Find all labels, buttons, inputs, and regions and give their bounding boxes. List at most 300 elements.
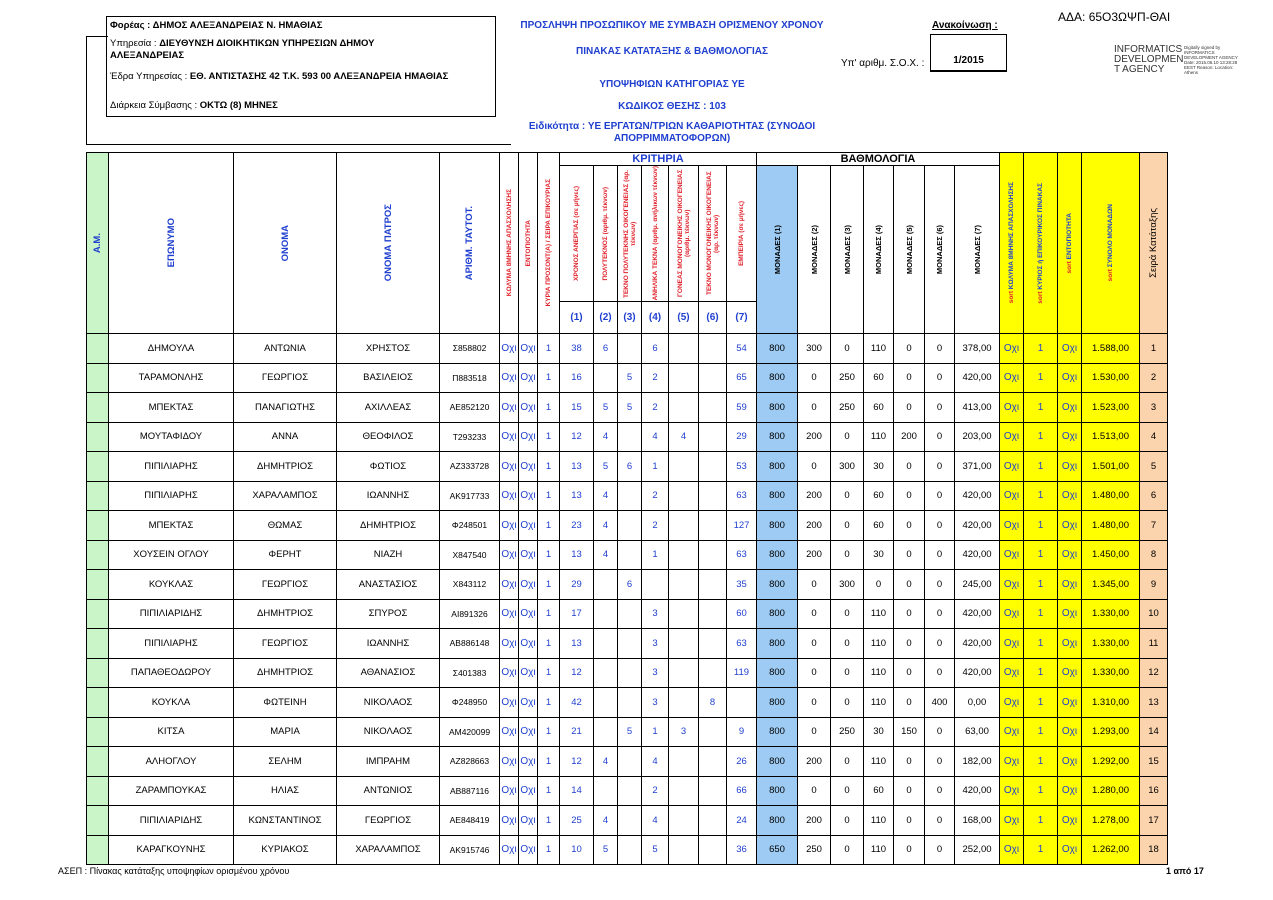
c7-cell: 29: [727, 422, 757, 452]
seira-cell: 18: [1140, 835, 1168, 865]
digital-signature: [1114, 44, 1238, 75]
m2-cell: 0: [798, 452, 831, 482]
synolo-cell: 1.330,00: [1082, 658, 1140, 688]
m6-cell: 0: [925, 570, 955, 600]
table-row: [87, 511, 1168, 541]
c5-cell: [669, 452, 699, 482]
edra-label: Έδρα Υπηρεσίας :: [110, 71, 190, 82]
sort-kolyma-cell: Οχι: [1000, 747, 1024, 777]
eponymo-cell: ΠΙΠΙΛΙΑΡΙΔΗΣ: [109, 599, 234, 629]
m5-cell: 0: [894, 481, 925, 511]
entopiotita-cell: Οχι: [519, 570, 538, 600]
am-cell: [87, 629, 109, 659]
kyria-cell: 1: [538, 658, 560, 688]
c5-cell: [669, 747, 699, 777]
table-row: [87, 806, 1168, 836]
m3-cell: 0: [831, 422, 864, 452]
seira-cell: 8: [1140, 540, 1168, 570]
sort-entopiotita-cell: Οχι: [1058, 658, 1082, 688]
sort-entopiotita-cell: Οχι: [1058, 393, 1082, 423]
m4-cell: 30: [864, 452, 894, 482]
am-cell: [87, 540, 109, 570]
signature-details: Digitally signed by INFORMATICS DEVELOPMENT AGENCY Date: 2015.06.10 13:28:28 EEST Reason: Location: Athens: [1184, 45, 1238, 75]
m7-cell: 413,00: [955, 393, 1000, 423]
seira-cell: 7: [1140, 511, 1168, 541]
m4-cell: 30: [864, 540, 894, 570]
c5-cell: [669, 688, 699, 718]
entopiotita-cell: Οχι: [519, 334, 538, 364]
kolyma-cell: Οχι: [500, 776, 519, 806]
c4-cell: 2: [642, 511, 669, 541]
signature-logo: INFORMATICS DEVELOPMEN T AGENCY: [1114, 44, 1184, 75]
m2-cell: 200: [798, 540, 831, 570]
m1-cell: 800: [757, 599, 798, 629]
am-cell: [87, 658, 109, 688]
kolyma-cell: Οχι: [500, 452, 519, 482]
eponymo-cell: ΜΠΕΚΤΑΣ: [109, 511, 234, 541]
kolyma-cell: Οχι: [500, 570, 519, 600]
m4-cell: 60: [864, 363, 894, 393]
am-cell: [87, 747, 109, 777]
group-vathmologia: ΒΑΘΜΟΛΟΓΙΑ: [757, 153, 1000, 166]
m6-cell: 0: [925, 363, 955, 393]
m1-cell: 650: [757, 835, 798, 865]
m3-cell: 0: [831, 806, 864, 836]
sort-kyrios-cell: 1: [1024, 776, 1058, 806]
c7-cell: 66: [727, 776, 757, 806]
c6-cell: [699, 422, 727, 452]
c6-cell: [699, 570, 727, 600]
c2-cell: [594, 717, 618, 747]
c2-cell: 4: [594, 481, 618, 511]
sox-underline: [930, 70, 1007, 71]
eponymo-cell: ΠΙΠΙΛΙΑΡΗΣ: [109, 452, 234, 482]
diarkeia-label: Διάρκεια Σύμβασης :: [110, 100, 200, 111]
m5-cell: 0: [894, 776, 925, 806]
eponymo-cell: ΜΠΕΚΤΑΣ: [109, 393, 234, 423]
col-c2-header: ΠΟΛΥΤΕΚΝΟΣ (αριθμ. τέκνων): [594, 166, 618, 302]
foreas-value: ΔΗΜΟΣ ΑΛΕΞΑΝΔΡΕΙΑΣ Ν. ΗΜΑΘΙΑΣ: [152, 20, 323, 31]
col-am-header: Α.Μ.: [87, 153, 109, 334]
col-seira-header: Σειρά Κατάταξης: [1140, 153, 1168, 334]
sort-kolyma-cell: Οχι: [1000, 511, 1024, 541]
eponymo-cell: ΠΙΠΙΛΙΑΡΗΣ: [109, 629, 234, 659]
tautotita-cell: ΑΚ917733: [440, 481, 500, 511]
kolyma-cell: Οχι: [500, 688, 519, 718]
table-row: [87, 776, 1168, 806]
patros-cell: ΓΕΩΡΓΙΟΣ: [337, 806, 440, 836]
eponymo-cell: ΚΑΡΑΓΚΟΥΝΗΣ: [109, 835, 234, 865]
sort-kolyma-cell: Οχι: [1000, 334, 1024, 364]
m1-cell: 800: [757, 481, 798, 511]
c5-cell: [669, 393, 699, 423]
m2-cell: 0: [798, 688, 831, 718]
onoma-cell: ΘΩΜΑΣ: [234, 511, 337, 541]
c2-cell: [594, 363, 618, 393]
entopiotita-cell: Οχι: [519, 717, 538, 747]
patros-cell: ΘΕΟΦΙΛΟΣ: [337, 422, 440, 452]
table-body: [87, 334, 1168, 865]
col-num-3: (3): [618, 302, 642, 334]
m1-cell: 800: [757, 570, 798, 600]
c2-cell: 4: [594, 747, 618, 777]
col-sort-kolyma-header: sort ΚΩΛΥΜΑ 8ΜΗΝΗΣ ΑΠΑΣΧΟΛΗΣΗΣ: [1000, 153, 1024, 334]
m1-cell: 800: [757, 688, 798, 718]
c5-cell: [669, 363, 699, 393]
m7-cell: 420,00: [955, 363, 1000, 393]
entopiotita-cell: Οχι: [519, 363, 538, 393]
tautotita-cell: ΑΕ848419: [440, 806, 500, 836]
m1-cell: 800: [757, 717, 798, 747]
c1-cell: 29: [560, 570, 594, 600]
c5-cell: 4: [669, 422, 699, 452]
table-row: [87, 658, 1168, 688]
m3-cell: 0: [831, 688, 864, 718]
m3-cell: 0: [831, 481, 864, 511]
c1-cell: 16: [560, 363, 594, 393]
c4-cell: 3: [642, 629, 669, 659]
edra-row: [110, 71, 494, 82]
patros-cell: ΦΩΤΙΟΣ: [337, 452, 440, 482]
kyria-cell: 1: [538, 599, 560, 629]
sort-kyrios-cell: 1: [1024, 481, 1058, 511]
kolyma-cell: Οχι: [500, 629, 519, 659]
col-eponymo-header: ΕΠΩΝΥΜΟ: [109, 153, 234, 334]
col-m2-header: ΜΟΝΑΔΕΣ (2): [798, 166, 831, 334]
onoma-cell: ΓΕΩΡΓΙΟΣ: [234, 629, 337, 659]
sort-kyrios-cell: 1: [1024, 511, 1058, 541]
m6-cell: 0: [925, 806, 955, 836]
patros-cell: ΑΝΑΣΤΑΣΙΟΣ: [337, 570, 440, 600]
col-tautotita-header: ΑΡΙΘΜ. ΤΑΥΤΟΤ.: [440, 153, 500, 334]
c1-cell: 12: [560, 747, 594, 777]
sort-kolyma-cell: Οχι: [1000, 422, 1024, 452]
c2-cell: 5: [594, 452, 618, 482]
c5-cell: [669, 540, 699, 570]
c1-cell: 38: [560, 334, 594, 364]
am-cell: [87, 363, 109, 393]
seira-cell: 3: [1140, 393, 1168, 423]
c5-cell: 3: [669, 717, 699, 747]
col-kyria-header: ΚΥΡΙΑ ΠΡΟΣΟΝΤ(Α) / ΣΕΙΡΑ ΕΠΙΚΟΥΡΙΑΣ: [538, 153, 560, 334]
m2-cell: 200: [798, 481, 831, 511]
m5-cell: 0: [894, 835, 925, 865]
col-c1-header: ΧΡΟΝΟΣ ΑΝΕΡΓΙΑΣ (σε μήνες): [560, 166, 594, 302]
sort-kyrios-cell: 1: [1024, 393, 1058, 423]
eponymo-cell: ΑΛΗΟΓΛΟΥ: [109, 747, 234, 777]
onoma-cell: ΗΛΙΑΣ: [234, 776, 337, 806]
m5-cell: 150: [894, 717, 925, 747]
kyria-cell: 1: [538, 806, 560, 836]
c3-cell: 5: [618, 717, 642, 747]
table-row: [87, 688, 1168, 718]
col-sort-synolo-header: sort ΣΥΝΟΛΟ ΜΟΝΑΔΩΝ: [1082, 153, 1140, 334]
sort-kyrios-cell: 1: [1024, 835, 1058, 865]
table-row: [87, 835, 1168, 865]
onoma-cell: ΧΑΡΑΛΑΜΠΟΣ: [234, 481, 337, 511]
edra-value: ΕΘ. ΑΝΤΙΣΤΑΣΗΣ 42 Τ.Κ. 593 00 ΑΛΕΞΑΝΔΡΕΙΑ ΗΜΑΘΙΑΣ: [189, 71, 449, 82]
m1-cell: 800: [757, 806, 798, 836]
sort-kolyma-cell: Οχι: [1000, 629, 1024, 659]
m4-cell: 60: [864, 511, 894, 541]
foreas-label: Φορέας :: [110, 20, 153, 31]
c5-cell: [669, 511, 699, 541]
c7-cell: 9: [727, 717, 757, 747]
c4-cell: 1: [642, 717, 669, 747]
m1-cell: 800: [757, 511, 798, 541]
sort-entopiotita-cell: Οχι: [1058, 776, 1082, 806]
onoma-cell: ΑΝΝΑ: [234, 422, 337, 452]
sort-entopiotita-cell: Οχι: [1058, 452, 1082, 482]
sort-entopiotita-cell: Οχι: [1058, 570, 1082, 600]
seira-cell: 10: [1140, 599, 1168, 629]
c4-cell: 3: [642, 658, 669, 688]
patros-cell: ΑΝΤΩΝΙΟΣ: [337, 776, 440, 806]
m4-cell: 110: [864, 658, 894, 688]
m3-cell: 0: [831, 334, 864, 364]
col-c3-header: ΤΕΚΝΟ ΠΟΛΥΤΕΚΝΗΣ ΟΙΚΟΓΕΝΕΙΑΣ (αρ. τέκνων): [618, 166, 642, 302]
sort-kyrios-cell: 1: [1024, 806, 1058, 836]
ypiresia-row: [110, 38, 494, 49]
table-row: [87, 481, 1168, 511]
m6-cell: 0: [925, 511, 955, 541]
m1-cell: 800: [757, 629, 798, 659]
sort-entopiotita-cell: Οχι: [1058, 747, 1082, 777]
c3-cell: [618, 776, 642, 806]
ypiresia-label: Υπηρεσία :: [110, 38, 160, 49]
entopiotita-cell: Οχι: [519, 658, 538, 688]
col-sort-kyrios-header: sort ΚΥΡΙΟΣ ή ΕΠΙΚΟΥΡΙΚΟΣ ΠΙΝΑΚΑΣ: [1024, 153, 1058, 334]
am-cell: [87, 806, 109, 836]
c7-cell: 127: [727, 511, 757, 541]
tautotita-cell: ΑΖ828663: [440, 747, 500, 777]
diarkeia-value: ΟΚΤΩ (8) ΜΗΝΕΣ: [199, 100, 278, 111]
c1-cell: 13: [560, 629, 594, 659]
kyria-cell: 1: [538, 629, 560, 659]
sort-kolyma-cell: Οχι: [1000, 540, 1024, 570]
c4-cell: 3: [642, 688, 669, 718]
am-cell: [87, 481, 109, 511]
patros-cell: ΣΠΥΡΟΣ: [337, 599, 440, 629]
onoma-cell: ΜΑΡΙΑ: [234, 717, 337, 747]
tautotita-cell: ΑΖ333728: [440, 452, 500, 482]
group-kritiria: ΚΡΙΤΗΡΙΑ: [560, 153, 757, 166]
m1-cell: 800: [757, 422, 798, 452]
col-c4-header: ΑΝΗΛΙΚΑ ΤΕΚΝΑ (αριθμ. ανήλικων τέκνων): [642, 166, 669, 302]
eponymo-cell: ΠΑΠΑΘΕΟΔΩΡΟΥ: [109, 658, 234, 688]
c3-cell: 6: [618, 570, 642, 600]
m3-cell: 0: [831, 776, 864, 806]
synolo-cell: 1.345,00: [1082, 570, 1140, 600]
m6-cell: 0: [925, 776, 955, 806]
c1-cell: 17: [560, 599, 594, 629]
m4-cell: 30: [864, 717, 894, 747]
synolo-cell: 1.293,00: [1082, 717, 1140, 747]
am-cell: [87, 511, 109, 541]
kyria-cell: 1: [538, 334, 560, 364]
sort-kyrios-cell: 1: [1024, 629, 1058, 659]
entopiotita-cell: Οχι: [519, 776, 538, 806]
tautotita-cell: Χ847540: [440, 540, 500, 570]
sort-kyrios-cell: 1: [1024, 717, 1058, 747]
m5-cell: 0: [894, 599, 925, 629]
table-row: [87, 570, 1168, 600]
c4-cell: 2: [642, 363, 669, 393]
ypiresia-row-2: [110, 50, 494, 61]
c4-cell: [642, 570, 669, 600]
kyria-cell: 1: [538, 511, 560, 541]
m3-cell: 0: [831, 629, 864, 659]
m1-cell: 800: [757, 452, 798, 482]
agency-info-box: [106, 16, 496, 117]
m4-cell: 60: [864, 776, 894, 806]
synolo-cell: 1.280,00: [1082, 776, 1140, 806]
seira-cell: 16: [1140, 776, 1168, 806]
diarkeia-row: [110, 100, 494, 111]
title-kodikos: ΚΩΔΙΚΟΣ ΘΕΣΗΣ : 103: [618, 101, 726, 112]
c2-cell: 4: [594, 422, 618, 452]
synolo-cell: 1.310,00: [1082, 688, 1140, 718]
seira-cell: 4: [1140, 422, 1168, 452]
m4-cell: 110: [864, 835, 894, 865]
tautotita-cell: ΑΒ887116: [440, 776, 500, 806]
m7-cell: 371,00: [955, 452, 1000, 482]
c3-cell: [618, 658, 642, 688]
col-kolyma-header: ΚΩΛΥΜΑ 8ΜΗΝΗΣ ΑΠΑΣΧΟΛΗΣΗΣ: [500, 153, 519, 334]
kyria-cell: 1: [538, 452, 560, 482]
sort-kyrios-cell: 1: [1024, 422, 1058, 452]
c1-cell: 21: [560, 717, 594, 747]
m3-cell: 250: [831, 717, 864, 747]
entopiotita-cell: Οχι: [519, 747, 538, 777]
synolo-cell: 1.450,00: [1082, 540, 1140, 570]
col-num-7: (7): [727, 302, 757, 334]
m4-cell: 60: [864, 393, 894, 423]
eponymo-cell: ΧΟΥΣΕΙΝ ΟΓΛΟΥ: [109, 540, 234, 570]
title-eidikotita-2: ΑΠΟΡΡΙΜΜΑΤΟΦΟΡΩΝ): [613, 133, 731, 144]
kolyma-cell: Οχι: [500, 806, 519, 836]
c6-cell: [699, 511, 727, 541]
kolyma-cell: Οχι: [500, 658, 519, 688]
seira-cell: 13: [1140, 688, 1168, 718]
table-row: [87, 717, 1168, 747]
ada-code: ΑΔΑ: 65Ο3ΩΨΠ-ΘΑΙ: [1058, 10, 1171, 24]
patros-cell: ΧΑΡΑΛΑΜΠΟΣ: [337, 835, 440, 865]
synolo-cell: 1.262,00: [1082, 835, 1140, 865]
sort-kyrios-cell: 1: [1024, 658, 1058, 688]
table-row: [87, 452, 1168, 482]
c6-cell: [699, 747, 727, 777]
c3-cell: [618, 747, 642, 777]
c7-cell: 35: [727, 570, 757, 600]
kolyma-cell: Οχι: [500, 717, 519, 747]
m4-cell: 110: [864, 599, 894, 629]
c4-cell: 6: [642, 334, 669, 364]
onoma-cell: ΠΑΝΑΓΙΩΤΗΣ: [234, 393, 337, 423]
sort-kolyma-cell: Οχι: [1000, 570, 1024, 600]
sort-kolyma-cell: Οχι: [1000, 776, 1024, 806]
sort-kolyma-cell: Οχι: [1000, 452, 1024, 482]
m4-cell: 110: [864, 688, 894, 718]
am-cell: [87, 393, 109, 423]
c1-cell: 13: [560, 481, 594, 511]
c6-cell: [699, 540, 727, 570]
sort-kyrios-cell: 1: [1024, 688, 1058, 718]
col-entopiotita-header: ΕΝΤΟΠΙΟΤΗΤΑ: [519, 153, 538, 334]
m6-cell: 400: [925, 688, 955, 718]
m4-cell: 60: [864, 481, 894, 511]
kolyma-cell: Οχι: [500, 334, 519, 364]
sort-kolyma-cell: Οχι: [1000, 717, 1024, 747]
eponymo-cell: ΚΟΥΚΛΑ: [109, 688, 234, 718]
onoma-cell: ΔΗΜΗΤΡΙΟΣ: [234, 658, 337, 688]
m7-cell: 420,00: [955, 658, 1000, 688]
entopiotita-cell: Οχι: [519, 452, 538, 482]
m3-cell: 0: [831, 658, 864, 688]
sort-kyrios-cell: 1: [1024, 570, 1058, 600]
m3-cell: 300: [831, 452, 864, 482]
m2-cell: 0: [798, 599, 831, 629]
ypiresia-value: ΔΙΕΥΘΥΝΣΗ ΔΙΟΙΚΗΤΙΚΩΝ ΥΠΗΡΕΣΙΩΝ ΔΗΜΟΥ: [159, 38, 375, 49]
patros-cell: ΑΘΑΝΑΣΙΟΣ: [337, 658, 440, 688]
kyria-cell: 1: [538, 570, 560, 600]
onoma-cell: ΦΕΡΗΤ: [234, 540, 337, 570]
m6-cell: 0: [925, 747, 955, 777]
sort-entopiotita-cell: Οχι: [1058, 334, 1082, 364]
m6-cell: 0: [925, 393, 955, 423]
m2-cell: 0: [798, 717, 831, 747]
c6-cell: [699, 334, 727, 364]
onoma-cell: ΚΥΡΙΑΚΟΣ: [234, 835, 337, 865]
kolyma-cell: Οχι: [500, 835, 519, 865]
kyria-cell: 1: [538, 481, 560, 511]
synolo-cell: 1.480,00: [1082, 481, 1140, 511]
patros-cell: ΝΙΚΟΛΑΟΣ: [337, 688, 440, 718]
c2-cell: 4: [594, 511, 618, 541]
seira-cell: 9: [1140, 570, 1168, 600]
synolo-cell: 1.530,00: [1082, 363, 1140, 393]
m3-cell: 250: [831, 363, 864, 393]
synolo-cell: 1.523,00: [1082, 393, 1140, 423]
m2-cell: 0: [798, 393, 831, 423]
onoma-cell: ΑΝΤΩΝΙΑ: [234, 334, 337, 364]
col-m7-header: ΜΟΝΑΔΕΣ (7): [955, 166, 1000, 334]
c4-cell: 2: [642, 481, 669, 511]
m2-cell: 300: [798, 334, 831, 364]
seira-cell: 5: [1140, 452, 1168, 482]
col-num-4: (4): [642, 302, 669, 334]
foreas-row: [110, 20, 494, 31]
kolyma-cell: Οχι: [500, 599, 519, 629]
kolyma-cell: Οχι: [500, 393, 519, 423]
m4-cell: 110: [864, 629, 894, 659]
col-m6-header: ΜΟΝΑΔΕΣ (6): [925, 166, 955, 334]
m4-cell: 110: [864, 422, 894, 452]
onoma-cell: ΓΕΩΡΓΙΟΣ: [234, 570, 337, 600]
seira-cell: 12: [1140, 658, 1168, 688]
kyria-cell: 1: [538, 422, 560, 452]
m5-cell: 0: [894, 806, 925, 836]
m1-cell: 800: [757, 540, 798, 570]
left-frame-line: [86, 36, 108, 144]
c7-cell: 63: [727, 540, 757, 570]
c2-cell: [594, 570, 618, 600]
sort-entopiotita-cell: Οχι: [1058, 717, 1082, 747]
am-cell: [87, 688, 109, 718]
m6-cell: 0: [925, 481, 955, 511]
col-num-6: (6): [699, 302, 727, 334]
tautotita-cell: Φ248950: [440, 688, 500, 718]
